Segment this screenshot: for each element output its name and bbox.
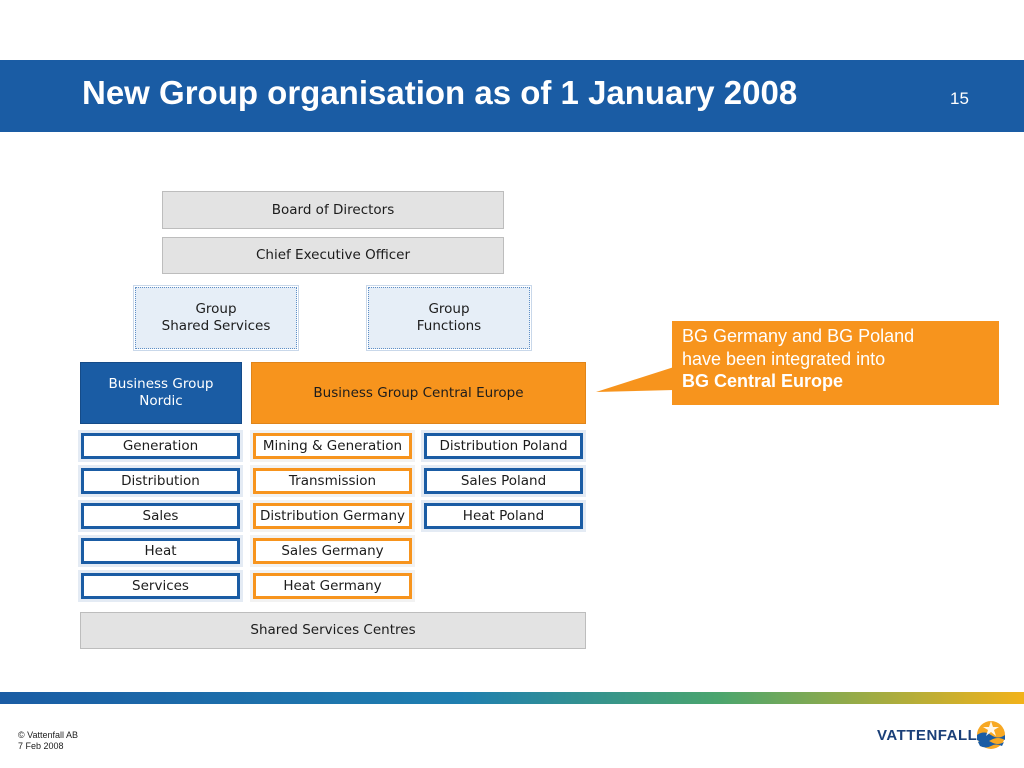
- group-functions-line1: Group: [428, 301, 470, 318]
- germany-unit-box: Mining & Generation: [253, 433, 412, 459]
- slide-title: New Group organisation as of 1 January 2008: [82, 74, 798, 111]
- vattenfall-logo-text: VATTENFALL: [877, 727, 978, 744]
- nordic-unit-box: Distribution: [81, 468, 240, 494]
- poland-unit-box: Heat Poland: [424, 503, 583, 529]
- nordic-unit-box: Sales: [81, 503, 240, 529]
- germany-unit-box: Sales Germany: [253, 538, 412, 564]
- bg-central-europe-box: Business Group Central Europe: [251, 362, 586, 424]
- bg-nordic-line1: Business Group: [108, 376, 214, 393]
- copyright: [18, 730, 78, 753]
- vattenfall-logo-icon: [974, 718, 1008, 752]
- board-of-directors-box: Board of Directors: [162, 191, 504, 229]
- group-shared-services-box: [135, 287, 297, 349]
- ceo-box: Chief Executive Officer: [162, 237, 504, 274]
- group-functions-box: [368, 287, 530, 349]
- footer-date: 7 Feb 2008: [18, 741, 64, 752]
- nordic-unit-box: Services: [81, 573, 240, 599]
- nordic-unit-box: Generation: [81, 433, 240, 459]
- nordic-unit-box: Heat: [81, 538, 240, 564]
- group-shared-services-line1: Group: [195, 301, 237, 318]
- germany-unit-box: Transmission: [253, 468, 412, 494]
- germany-unit-box: Heat Germany: [253, 573, 412, 599]
- callout-line2: have been integrated into: [682, 348, 886, 369]
- callout-box: [672, 321, 999, 405]
- page-number: 15: [950, 89, 969, 108]
- footer-gradient-bar: [0, 692, 1024, 704]
- group-shared-services-line2: Shared Services: [161, 318, 271, 334]
- germany-unit-box: Distribution Germany: [253, 503, 412, 529]
- shared-services-centres-box: Shared Services Centres: [80, 612, 586, 649]
- group-functions-line2: Functions: [416, 318, 482, 334]
- bg-nordic-line2: Nordic: [139, 393, 183, 409]
- poland-unit-box: Sales Poland: [424, 468, 583, 494]
- poland-unit-box: Distribution Poland: [424, 433, 583, 459]
- callout-line1: BG Germany and BG Poland: [682, 326, 915, 346]
- bg-nordic-box: [80, 362, 242, 424]
- callout-line3: BG Central Europe: [682, 371, 844, 391]
- copyright-text: © Vattenfall AB: [18, 730, 78, 740]
